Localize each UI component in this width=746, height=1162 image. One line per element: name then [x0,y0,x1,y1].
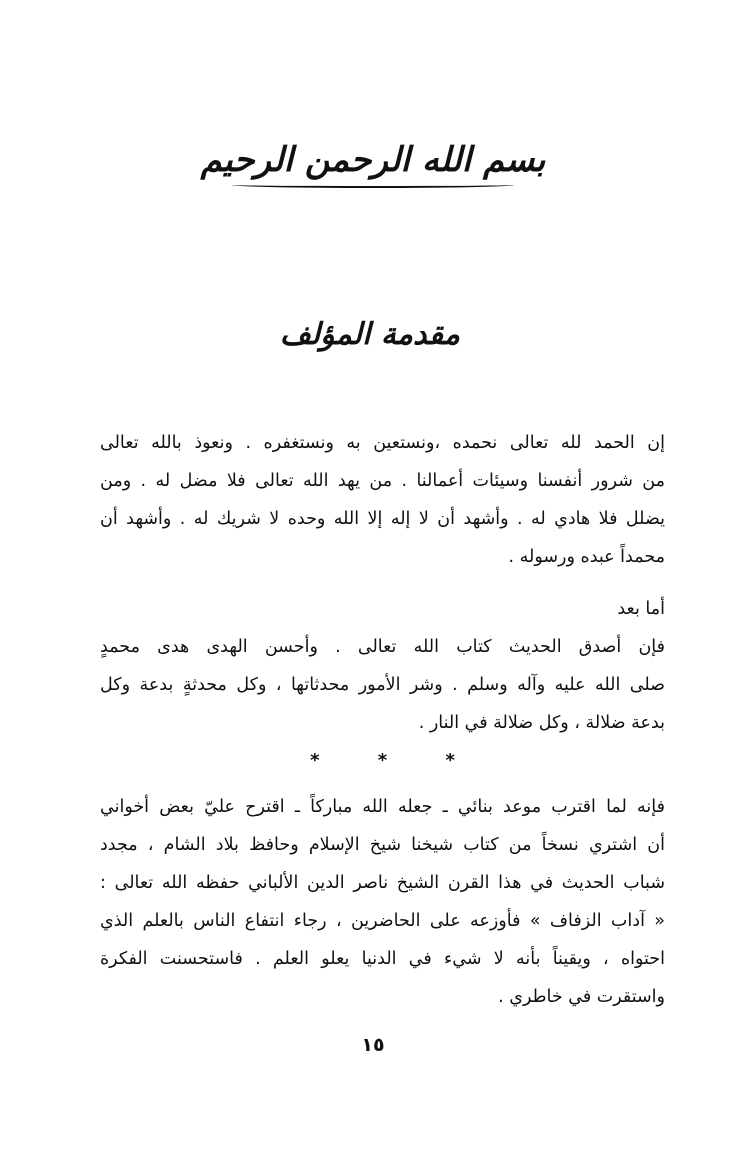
text-line: صلى الله عليه وآله وسلم . وشر الأمور محدثاتها ، وكل محدثةٍ بدعة وكل [100,675,665,695]
section-separator: * * * [310,750,481,771]
page-number: ١٥ [361,1034,385,1056]
text-line: شباب الحديث في هذا القرن الشيخ ناصر الدين الألباني حفظه الله تعالى : [100,873,665,893]
text-line: يضلل فلا هادي له . وأشهد أن لا إله إلا الله وحده لا شريك له . وأشهد أن [100,509,665,529]
section-heading: مقدمة المؤلف [279,317,460,352]
text-line: أن اشتري نسخاً من كتاب شيخنا شيخ الإسلام وحافظ بلاد الشام ، مجدد [100,835,665,855]
text-line: بدعة ضلالة ، وكل ضلالة في النار . [418,713,665,733]
basmala-calligraphy: بسم الله الرحمن الرحيم [200,140,546,180]
text-line: احتواه ، ويقيناً بأنه لا شيء في الدنيا يعلو العلم . فاستحسنت الفكرة [100,949,665,969]
text-line: واستقرت في خاطري . [498,987,665,1007]
amma-baad-paragraph [100,628,665,742]
text-line: من شرور أنفسنا وسيئات أعمالنا . من يهد الله تعالى فلا مضل له . ومن [100,471,665,491]
body-text [100,424,665,1016]
basmala-underline-ornament [232,182,514,188]
text-line: فإن أصدق الحديث كتاب الله تعالى . وأحسن الهدى هدى محمدٍ [100,637,665,657]
story-paragraph [100,788,665,1016]
text-line: إن الحمد لله تعالى نحمده ،ونستعين به ونستغفره . ونعوذ بالله تعالى [100,433,665,453]
text-line: فإنه لما اقترب موعد بنائي ـ جعله الله مباركاً ـ اقترح عليّ بعض أخواني [100,797,665,817]
amma-baad-label: أما بعد [617,599,665,619]
intro-paragraph [100,424,665,576]
text-line: محمداً عبده ورسوله . [508,547,665,567]
text-line: « آداب الزفاف » فأوزعه على الحاضرين ، رجاء انتفاع الناس بالعلم الذي [100,911,665,931]
